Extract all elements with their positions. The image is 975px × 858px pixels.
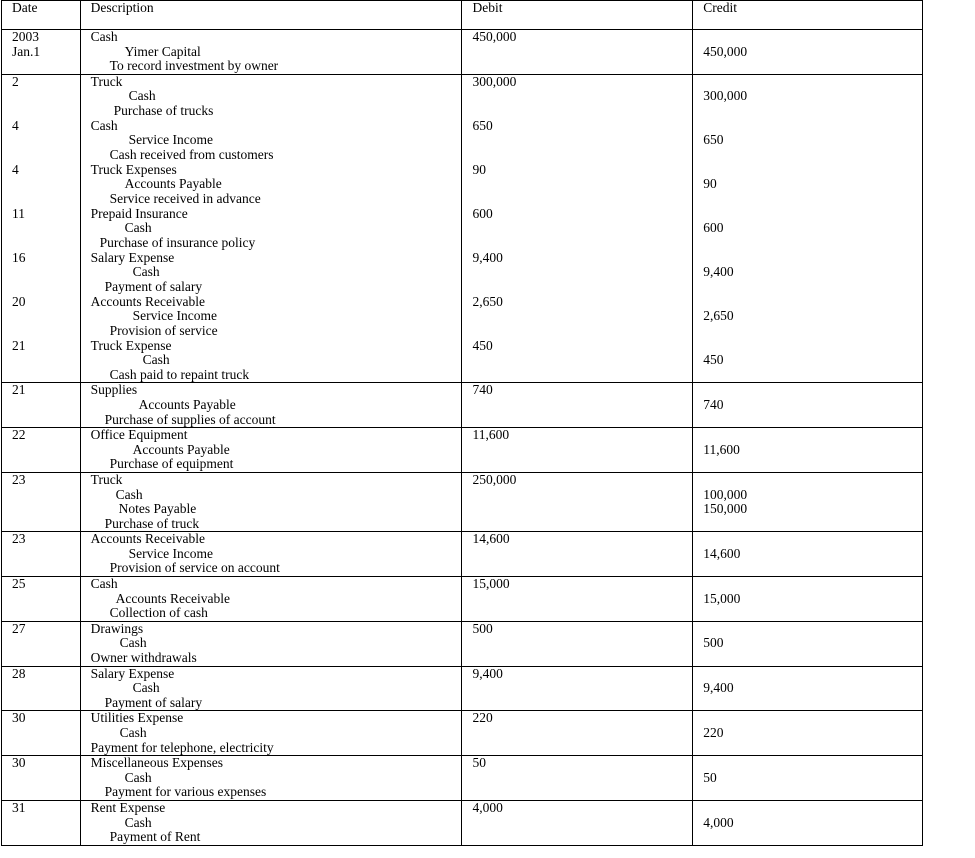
entry-date — [2, 207, 81, 251]
credit-spacer — [703, 667, 922, 682]
entry-date — [2, 666, 81, 711]
entry-date — [2, 532, 81, 577]
credit-value: 100,000 — [703, 486, 748, 502]
entry-description — [80, 30, 462, 75]
credit-value: 50 — [703, 769, 717, 785]
debit-account: Cash — [90, 29, 118, 44]
credit-spacer — [703, 207, 922, 222]
credit-account: Service Income — [128, 545, 214, 561]
debit-value: 450 — [472, 338, 493, 353]
date-line: 31 — [12, 800, 26, 815]
entry-description — [80, 339, 462, 383]
journal-entry-row — [2, 428, 923, 473]
credit-account: Cash — [128, 88, 156, 104]
credit-spacer — [703, 295, 922, 310]
debit-amount — [462, 119, 693, 163]
description-header: Description — [80, 1, 462, 30]
entry-explanation: Cash received from customers — [109, 146, 274, 162]
date-line: 22 — [12, 427, 26, 443]
entry-description — [80, 756, 462, 801]
credit-value: 450,000 — [703, 43, 748, 59]
credit-amount — [693, 383, 923, 428]
entry-explanation: Service received in advance — [109, 190, 261, 206]
date-line: 21 — [12, 382, 26, 398]
entry-description — [80, 295, 462, 339]
journal-entry-row — [2, 800, 923, 845]
debit-amount — [462, 800, 693, 845]
credit-value: 4,000 — [703, 814, 734, 830]
date-line: 27 — [12, 621, 26, 636]
credit-spacer — [703, 339, 922, 354]
debit-amount — [462, 30, 693, 75]
credit-account: Service Income — [128, 132, 214, 148]
journal-entry-row — [2, 472, 923, 531]
date-line: 30 — [12, 710, 26, 726]
journal-entry-row — [2, 756, 923, 801]
credit-amount — [693, 472, 923, 531]
credit-value: 9,400 — [703, 680, 734, 696]
entry-date — [2, 428, 81, 473]
credit-spacer — [703, 30, 922, 45]
entry-description — [80, 800, 462, 845]
credit-account: Notes Payable — [118, 501, 197, 517]
credit-account: Cash — [142, 352, 170, 368]
credit-amount — [693, 30, 923, 75]
credit-header: Credit — [693, 1, 923, 30]
credit-spacer — [703, 75, 922, 90]
entry-date — [2, 119, 81, 163]
credit-value: 500 — [703, 635, 724, 651]
credit-spacer — [703, 756, 922, 771]
entry-date — [2, 472, 81, 531]
entry-explanation: Payment for telephone, electricity — [90, 739, 274, 755]
debit-value: 650 — [472, 118, 493, 133]
entry-explanation: Purchase of insurance policy — [99, 234, 256, 250]
entry-explanation: Provision of service on account — [109, 560, 280, 576]
credit-value: 650 — [703, 132, 724, 148]
credit-value: 450 — [703, 352, 724, 368]
entry-description — [80, 74, 462, 118]
entry-description — [80, 383, 462, 428]
credit-spacer — [703, 473, 922, 488]
credit-account: Yimer Capital — [124, 43, 201, 59]
entry-explanation: Purchase of truck — [104, 515, 200, 531]
credit-spacer — [703, 532, 922, 547]
debit-amount — [462, 295, 693, 339]
credit-spacer — [703, 163, 922, 178]
credit-spacer — [703, 801, 922, 816]
debit-amount — [462, 207, 693, 251]
credit-spacer — [703, 577, 922, 592]
entry-description — [80, 472, 462, 531]
credit-amount — [693, 295, 923, 339]
debit-account: Accounts Receivable — [90, 531, 205, 547]
entry-date — [2, 383, 81, 428]
credit-amount — [693, 666, 923, 711]
debit-value: 9,400 — [472, 250, 503, 265]
debit-value: 450,000 — [472, 29, 517, 44]
date-line: 16 — [12, 250, 26, 265]
entry-date — [2, 163, 81, 207]
date-line: 21 — [12, 338, 26, 353]
debit-value: 220 — [472, 710, 493, 726]
debit-value: 14,600 — [472, 531, 510, 547]
credit-amount — [693, 428, 923, 473]
credit-account: Cash — [132, 264, 160, 280]
journal-entry-row — [2, 251, 923, 295]
debit-value: 50 — [472, 755, 486, 771]
entry-description — [80, 163, 462, 207]
debit-amount — [462, 74, 693, 118]
date-line: 4 — [12, 118, 19, 133]
debit-account: Accounts Receivable — [90, 294, 205, 309]
debit-account: Salary Expense — [90, 666, 175, 681]
credit-amount — [693, 532, 923, 577]
entry-date — [2, 339, 81, 383]
credit-account: Cash — [124, 220, 152, 236]
credit-value: 150,000 — [703, 501, 748, 517]
entry-description — [80, 711, 462, 756]
journal-entry-row — [2, 119, 923, 163]
credit-account: Cash — [115, 486, 143, 502]
credit-amount — [693, 163, 923, 207]
entry-date — [2, 251, 81, 295]
date-line: Jan.1 — [12, 43, 41, 59]
entry-date — [2, 621, 81, 666]
entry-explanation: Cash paid to repaint truck — [109, 366, 250, 382]
credit-account: Accounts Payable — [124, 176, 222, 192]
credit-amount — [693, 800, 923, 845]
entry-description — [80, 666, 462, 711]
credit-account: Accounts Payable — [138, 396, 236, 412]
credit-amount — [693, 621, 923, 666]
credit-spacer — [703, 119, 922, 134]
journal-entry-row — [2, 295, 923, 339]
entry-explanation: Payment of salary — [104, 694, 203, 710]
credit-amount — [693, 577, 923, 622]
credit-amount — [693, 207, 923, 251]
entry-explanation: Owner withdrawals — [90, 650, 197, 666]
credit-spacer — [703, 251, 922, 266]
credit-value: 11,600 — [703, 441, 740, 457]
entry-explanation: Purchase of supplies of account — [104, 411, 276, 427]
debit-amount — [462, 621, 693, 666]
journal-entry-row — [2, 163, 923, 207]
entry-date — [2, 30, 81, 75]
debit-value: 15,000 — [472, 576, 510, 592]
credit-spacer — [703, 428, 922, 443]
credit-value: 15,000 — [703, 590, 741, 606]
journal-entry-row — [2, 621, 923, 666]
credit-value: 220 — [703, 725, 724, 740]
journal-body — [2, 30, 923, 846]
entry-explanation: Payment of salary — [104, 278, 203, 294]
debit-account: Supplies — [90, 382, 138, 398]
debit-account: Cash — [90, 576, 118, 592]
journal-entry-row — [2, 711, 923, 756]
journal-entry-row — [2, 74, 923, 118]
credit-account: Cash — [119, 725, 147, 740]
entry-description — [80, 428, 462, 473]
entry-explanation: Collection of cash — [109, 605, 208, 621]
debit-account: Utilities Expense — [90, 710, 184, 726]
debit-amount — [462, 532, 693, 577]
entry-date — [2, 577, 81, 622]
credit-value: 14,600 — [703, 545, 741, 561]
debit-header: Debit — [462, 1, 693, 30]
entry-description — [80, 207, 462, 251]
journal-entry-row — [2, 666, 923, 711]
entry-date — [2, 711, 81, 756]
journal-entry-row — [2, 577, 923, 622]
debit-value: 500 — [472, 621, 493, 636]
date-line: 20 — [12, 294, 26, 309]
debit-value: 300,000 — [472, 74, 517, 89]
credit-spacer — [703, 711, 922, 726]
credit-value: 600 — [703, 220, 724, 236]
debit-account: Truck — [90, 74, 123, 89]
debit-amount — [462, 428, 693, 473]
credit-account: Cash — [119, 635, 147, 651]
debit-value: 9,400 — [472, 666, 503, 681]
header-row — [2, 1, 923, 30]
credit-amount — [693, 711, 923, 756]
credit-account: Cash — [132, 680, 160, 696]
debit-amount — [462, 756, 693, 801]
journal-entry-row — [2, 383, 923, 428]
credit-value: 2,650 — [703, 308, 734, 324]
debit-account: Rent Expense — [90, 800, 166, 815]
entry-date — [2, 756, 81, 801]
debit-account: Truck Expenses — [90, 162, 177, 177]
entry-description — [80, 621, 462, 666]
debit-amount — [462, 383, 693, 428]
debit-value: 740 — [472, 382, 493, 398]
credit-amount — [693, 119, 923, 163]
credit-amount — [693, 74, 923, 118]
date-line: 2003 — [12, 29, 39, 44]
entry-explanation: Purchase of equipment — [109, 456, 234, 472]
entry-explanation: Purchase of trucks — [113, 102, 214, 118]
debit-amount — [462, 666, 693, 711]
debit-amount — [462, 163, 693, 207]
journal-entry-row — [2, 532, 923, 577]
date-line: 2 — [12, 74, 19, 89]
credit-amount — [693, 251, 923, 295]
credit-account: Accounts Payable — [132, 441, 230, 457]
credit-value: 9,400 — [703, 264, 734, 280]
credit-value: 90 — [703, 176, 717, 192]
debit-value: 11,600 — [472, 427, 510, 443]
date-header: Date — [2, 1, 81, 30]
credit-amount — [693, 756, 923, 801]
entry-explanation: To record investment by owner — [109, 58, 279, 74]
credit-account: Cash — [124, 769, 152, 785]
date-line: 23 — [12, 531, 26, 547]
entry-description — [80, 577, 462, 622]
journal-entry-row — [2, 207, 923, 251]
date-line: 25 — [12, 576, 26, 592]
entry-explanation: Provision of service — [109, 322, 218, 338]
credit-spacer — [703, 622, 922, 637]
entry-description — [80, 119, 462, 163]
debit-value: 250,000 — [472, 472, 517, 487]
entry-description — [80, 251, 462, 295]
date-line: 30 — [12, 755, 26, 771]
debit-amount — [462, 472, 693, 531]
journal-table — [1, 0, 923, 846]
date-line: 28 — [12, 666, 26, 681]
credit-amount — [693, 339, 923, 383]
entry-explanation: Payment for various expenses — [104, 784, 267, 800]
entry-explanation: Payment of Rent — [109, 829, 201, 845]
debit-account: Truck — [90, 472, 123, 487]
debit-account: Truck Expense — [90, 338, 172, 353]
debit-value: 90 — [472, 162, 486, 177]
entry-date — [2, 74, 81, 118]
credit-value: 300,000 — [703, 88, 748, 104]
debit-value: 2,650 — [472, 294, 503, 309]
debit-account: Cash — [90, 118, 118, 133]
credit-account: Service Income — [132, 308, 218, 324]
credit-value: 740 — [703, 396, 724, 412]
debit-account: Office Equipment — [90, 427, 188, 443]
debit-account: Drawings — [90, 621, 144, 636]
entry-date — [2, 800, 81, 845]
date-line: 11 — [12, 206, 25, 221]
entry-date — [2, 295, 81, 339]
journal-entry-row — [2, 30, 923, 75]
credit-spacer — [703, 383, 922, 398]
debit-value: 600 — [472, 206, 493, 221]
journal-entry-row — [2, 339, 923, 383]
credit-account: Accounts Receivable — [115, 590, 230, 606]
debit-amount — [462, 251, 693, 295]
debit-account: Salary Expense — [90, 250, 175, 265]
entry-description — [80, 532, 462, 577]
debit-amount — [462, 339, 693, 383]
debit-account: Miscellaneous Expenses — [90, 755, 224, 771]
date-line: 23 — [12, 472, 26, 487]
debit-value: 4,000 — [472, 800, 503, 815]
debit-account: Prepaid Insurance — [90, 206, 188, 221]
debit-amount — [462, 577, 693, 622]
credit-account: Cash — [124, 814, 152, 830]
debit-amount — [462, 711, 693, 756]
date-line: 4 — [12, 162, 19, 177]
